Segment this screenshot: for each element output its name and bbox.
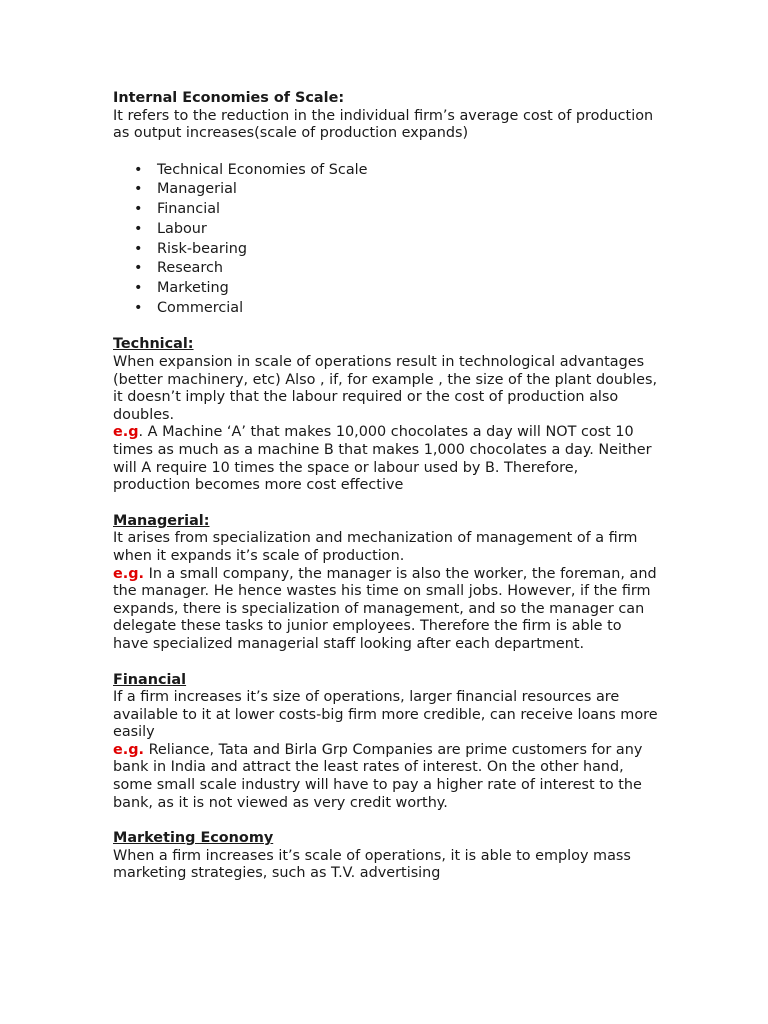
- bullet-icon: •: [134, 280, 143, 296]
- economies-list: [113, 161, 658, 319]
- example-paragraph-technical: [113, 424, 658, 494]
- bullet-icon: •: [134, 201, 143, 218]
- section-body-managerial: It arises from specialization and mechanization of management of a firm when it expands it’s scale of production.: [113, 530, 638, 564]
- technical-section: [113, 336, 658, 494]
- eg-label: e.g.: [113, 565, 144, 582]
- list-item: • Marketing: [113, 279, 658, 299]
- example-paragraph-financial: [113, 742, 658, 812]
- financial-section: [113, 672, 658, 813]
- example-text: Reliance, Tata and Birla Grp Companies are prime customers for any bank in India and attract the least rates of interest. On the other hand, some small scale industry will have to pay a higher rate of interest to the bank, as it is not viewed as very credit worthy.: [113, 741, 643, 811]
- example-paragraph-managerial: [113, 566, 658, 654]
- example-text: . A Machine ‘A’ that makes 10,000 chocolates a day will NOT cost 10 times as much as a machine B that makes 1,000 chocolates a day. Neither will A require 10 times the space or labour used by B. Therefore, production becomes more cost effective: [113, 424, 652, 494]
- list-item: • Technical Economies of Scale: [113, 161, 658, 181]
- list-item: • Financial: [113, 200, 658, 220]
- marketing-section: [113, 830, 658, 883]
- section-body-technical: When expansion in scale of operations result in technological advantages (better machinery, etc) Also , if, for example , the size of the plant doubles, it doesn’t imply that the labour required or the cost of production also doubles.: [113, 354, 658, 423]
- bullet-icon: •: [134, 161, 143, 178]
- document-body: [113, 90, 658, 883]
- bullet-icon: •: [134, 260, 143, 277]
- intro-paragraph: It refers to the reduction in the individual firm’s average cost of production as output increases(scale of production expands): [113, 107, 654, 142]
- bullet-icon: •: [134, 181, 143, 198]
- section-heading-marketing: Marketing Economy: [113, 830, 274, 847]
- list-item: • Risk-bearing: [113, 240, 658, 260]
- list-item: • Research: [113, 259, 658, 279]
- bullet-icon: •: [134, 240, 143, 257]
- list-item: • Labour: [113, 220, 658, 240]
- section-body-financial: If a firm increases it’s size of operations, larger financial resources are available to it at lower costs-big firm more credible, can receive loans more easily: [113, 689, 658, 741]
- managerial-section: [113, 513, 658, 654]
- section-body-marketing: When a firm increases it’s scale of operations, it is able to employ mass marketing strategies, such as T.V. advertising: [113, 847, 631, 882]
- list-item: • Commercial: [113, 299, 658, 319]
- bullet-icon: •: [134, 299, 143, 316]
- section-heading-managerial: Managerial:: [113, 512, 210, 529]
- eg-label: e.g.: [113, 741, 144, 758]
- section-heading-technical: Technical:: [113, 336, 194, 353]
- document-title: Internal Economies of Scale:: [113, 90, 345, 106]
- bullet-icon: •: [134, 220, 143, 237]
- list-item: • Managerial: [113, 180, 658, 200]
- eg-label: e.g: [113, 424, 139, 441]
- example-text: In a small company, the manager is also the worker, the foreman, and the manager. He hence wastes his time on small jobs. However, if the firm expands, there is specialization of management, and so the manager can delegate these tasks to junior employees. Therefore the firm is able to have specialized managerial staff looking after each department.: [113, 565, 657, 652]
- section-heading-financial: Financial: [113, 671, 187, 688]
